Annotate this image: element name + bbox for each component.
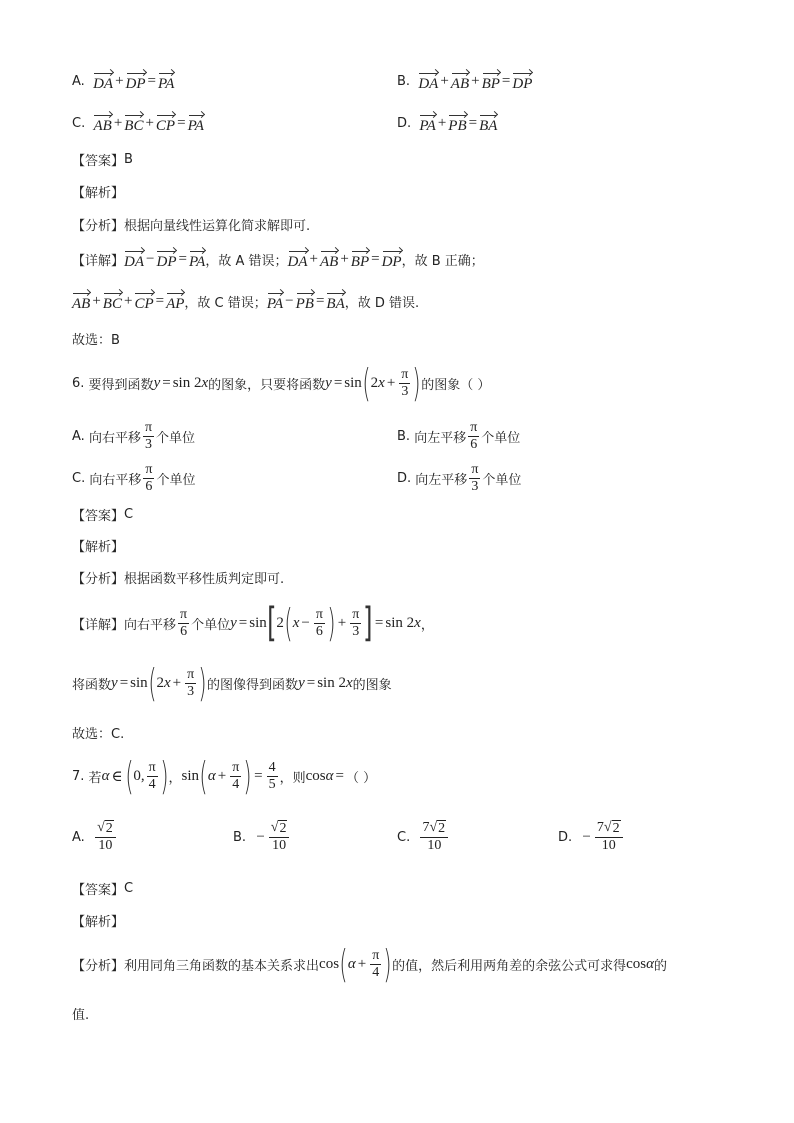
option-label: D.	[397, 471, 412, 486]
stem-text: ，	[168, 770, 182, 786]
q6-fenxi	[72, 568, 284, 587]
fraction-pi-3: $\frac{\pi}{3}$	[471, 462, 479, 494]
fenxi-text: 的值，然后利用两角差的余弦公式可求得	[392, 958, 627, 974]
stem-text: 的图象（ ）	[421, 377, 491, 393]
fenxi-tag: 【分析】	[72, 219, 125, 234]
fenxi-text: 根据向量线性运算化简求解即可.	[124, 219, 311, 234]
vector-dp: DP	[382, 248, 402, 271]
vector-pa: PA	[189, 248, 205, 271]
q7-option-c[interactable]	[397, 820, 450, 854]
vector-da: DA	[288, 248, 308, 271]
option-text: 向左平移	[414, 431, 467, 446]
vector-pb: PB	[296, 290, 314, 313]
choice-text: 故选：C.	[72, 727, 125, 742]
stem-text: ，则	[279, 770, 306, 786]
q7-fenxi: 【分析】 利用同角三角函数的基本关系求出 cos ( α + $\frac{\pi}{4}$ ) 的值，然后利用两角差的余弦公式可求得 cos α 的	[72, 942, 668, 986]
fraction-pi-6: $\frac{\pi}{6}$	[145, 462, 153, 494]
fraction-pi-6: $\frac{\pi}{6}$	[470, 420, 478, 452]
fraction-pi-6: $\frac{\pi}{6}$	[180, 606, 188, 639]
q7-option-d[interactable]: D. − 7√ 2 10	[558, 820, 625, 854]
verdict-c: ，故 C 错误；	[184, 296, 267, 311]
option-text: 向左平移	[415, 473, 468, 488]
q6-option-b[interactable]	[397, 420, 520, 453]
vector-pb: PB	[448, 112, 466, 135]
analysis-tag: 【解析】	[72, 540, 125, 555]
vector-cp: CP	[134, 290, 153, 313]
option-text: 向右平移	[88, 431, 141, 446]
option-label: D.	[397, 116, 412, 131]
fraction-pi-3: $\frac{\pi}{3}$	[401, 366, 409, 399]
q6-answer	[72, 505, 133, 524]
line-text: 将函数	[72, 677, 112, 693]
answer-tag: 【答案】	[72, 154, 125, 169]
verdict-b: ，故 B 正确；	[401, 254, 484, 269]
vector-bp: BP	[351, 248, 369, 271]
xiangjie-text: 向右平移	[124, 617, 177, 633]
option-text: 向右平移	[89, 473, 142, 488]
stem-text: 的图象，只要将函数	[208, 377, 326, 393]
option-text: 个单位	[482, 473, 522, 488]
option-label: A.	[72, 74, 85, 89]
line-text: 的图像得到函数	[207, 677, 299, 693]
stem-text: 要得到函数	[88, 377, 154, 393]
option-label: C.	[72, 116, 86, 131]
vector-dp: DP	[512, 70, 532, 93]
vector-da: DA	[93, 70, 113, 93]
q5-choice	[72, 329, 120, 348]
fraction-pi-6: $\frac{\pi}{6}$	[315, 606, 323, 639]
q5-answer	[72, 150, 133, 169]
q5-xiangjie-line2: AB + BC + CP = AP ，故 C 错误； PA − PB = BA ，故 D 错误.	[72, 290, 419, 313]
q5-analysis-tag	[72, 182, 124, 201]
vector-da: DA	[418, 70, 438, 93]
vector-cp: CP	[156, 112, 175, 135]
fraction-4-5: $\frac{4}{5}$	[268, 759, 276, 792]
fraction-7sqrt2-10: 7√ 2 10	[595, 820, 623, 854]
option-label: B.	[233, 829, 247, 845]
fraction-sqrt2-10: √ 2 10	[269, 820, 290, 854]
fraction-pi-4: $\frac{\pi}{4}$	[372, 947, 380, 980]
vector-pa: PA	[188, 112, 204, 135]
fraction-pi-3: $\frac{\pi}{3}$	[352, 606, 360, 639]
vector-bp: BP	[482, 70, 500, 93]
answer-value: B	[124, 152, 133, 167]
vector-dp: DP	[126, 70, 146, 93]
option-label: B.	[397, 74, 411, 89]
vector-bc: BC	[103, 290, 122, 313]
q6-option-a[interactable]	[72, 420, 195, 453]
vector-ab: AB	[320, 248, 338, 271]
vector-pa: PA	[267, 290, 283, 313]
answer-tag: 【答案】	[72, 509, 125, 524]
stem-text: （ ）	[345, 770, 377, 786]
line-text: 的图象	[352, 677, 392, 693]
fraction-pi-4: $\frac{\pi}{4}$	[148, 759, 156, 792]
q6-option-c[interactable]	[72, 462, 195, 495]
vector-dp: DP	[156, 248, 176, 271]
q5-option-c[interactable]: C. AB + BC + CP = PA	[72, 112, 204, 135]
q6-option-d[interactable]	[397, 462, 521, 495]
q5-xiangjie-line1: 【详解】 DA − DP = PA ，故 A 错误； DA + AB + BP = DP ，故 B 正确；	[72, 248, 484, 271]
q7-answer	[72, 879, 133, 898]
q5-option-d[interactable]: D. PA + PB = BA	[397, 112, 497, 135]
fraction-pi-3: $\frac{\pi}{3}$	[144, 420, 153, 452]
option-label: C.	[397, 829, 411, 845]
q6-analysis-tag	[72, 536, 124, 555]
vector-ba: BA	[326, 290, 344, 313]
answer-value: C	[124, 881, 134, 896]
fenxi-tag: 【分析】	[72, 958, 125, 974]
q7-option-a[interactable]	[72, 820, 118, 854]
fraction-pi-3: $\frac{\pi}{3}$	[187, 666, 195, 699]
vector-bc: BC	[124, 112, 143, 135]
option-text: 个单位	[156, 431, 196, 446]
fraction-sqrt2-10: √ 2 10	[95, 820, 116, 854]
q6-stem: 6. 要得到函数 y = sin 2 x 的图象，只要将函数 y = sin ( 2 x + $\frac{\pi}{3}$ ) 的图象（ ）	[72, 361, 491, 405]
option-label: C.	[72, 471, 86, 486]
q6-line2: 将函数 y = sin ( 2 x + $\frac{\pi}{3}$ ) 的图像得到函数 y = sin 2 x 的图象	[72, 661, 392, 705]
answer-value: C	[124, 507, 134, 522]
analysis-tag: 【解析】	[72, 915, 125, 930]
vector-ba: BA	[479, 112, 497, 135]
question-number: 7.	[72, 768, 85, 784]
vector-pa: PA	[419, 112, 435, 135]
choice-text: 故选：B	[72, 333, 120, 348]
fenxi-text: 的	[654, 958, 668, 974]
xiangjie-tag: 【详解】	[72, 617, 125, 633]
q5-option-b[interactable]: B. DA + AB + BP = DP	[397, 70, 532, 93]
q6-choice	[72, 723, 124, 742]
verdict-d: ，故 D 错误.	[344, 296, 420, 311]
option-label: B.	[397, 429, 411, 444]
xiangjie-tag: 【详解】	[72, 254, 125, 269]
q7-option-b[interactable]: B. − √ 2 10	[233, 820, 291, 854]
q6-xiangjie: 【详解】 向右平移 $\frac{\pi}{6}$ 个单位 y = sin [ 2 ( x − $\frac{\pi}{6}$ ) + $\frac{\pi}{3}$ ] = sin 2 x ，	[72, 600, 434, 646]
option-label: A.	[72, 429, 85, 444]
stem-text: 若	[88, 770, 102, 786]
vector-ab: AB	[451, 70, 469, 93]
q5-option-a[interactable]: A. DA + DP = PA	[72, 70, 174, 93]
vector-da: DA	[124, 248, 144, 271]
vector-ap: AP	[166, 290, 184, 313]
verdict-a: ，故 A 错误；	[205, 254, 288, 269]
answer-tag: 【答案】	[72, 883, 125, 898]
q7-stem: 7. 若 α ∈ ( 0, $\frac{\pi}{4}$ ) ， sin ( α + $\frac{\pi}{4}$ ) = $\frac{4}{5}$ ，则 cos α = （ ）	[72, 754, 377, 798]
option-label: D.	[558, 829, 573, 845]
question-number: 6.	[72, 375, 85, 391]
vector-ab: AB	[72, 290, 90, 313]
xiangjie-text: 个单位	[191, 617, 231, 633]
vector-ab: AB	[93, 112, 111, 135]
analysis-tag: 【解析】	[72, 186, 125, 201]
fenxi-text: 根据函数平移性质判定即可.	[124, 572, 285, 587]
option-text: 个单位	[156, 473, 196, 488]
option-label: A.	[72, 829, 85, 845]
fenxi-text: 值.	[72, 1008, 90, 1023]
option-text: 个单位	[481, 431, 521, 446]
vector-pa: PA	[158, 70, 174, 93]
fenxi-text: 利用同角三角函数的基本关系求出	[124, 958, 320, 974]
fenxi-tag: 【分析】	[72, 572, 125, 587]
q5-fenxi	[72, 215, 310, 234]
fraction-pi-4: $\frac{\pi}{4}$	[232, 759, 240, 792]
fraction-7sqrt2-10: 7√ 2 10	[420, 820, 448, 854]
q7-fenxi-line2	[72, 1004, 89, 1023]
q7-analysis-tag	[72, 911, 124, 930]
